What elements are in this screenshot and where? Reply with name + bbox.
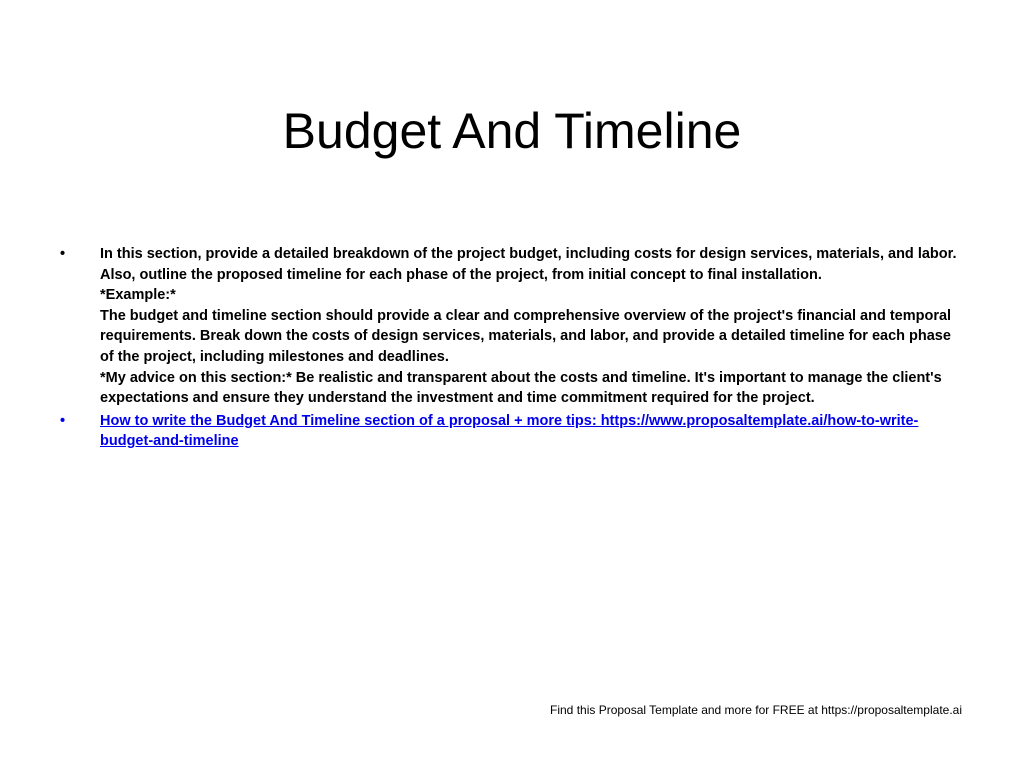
footer-text: Find this Proposal Template and more for FREE at https://proposaltemplate.ai xyxy=(550,703,962,717)
advice-paragraph: *My advice on this section:* Be realistic and transparent about the costs and timeline. It's important to manage the client's expectations and ensure they understand the investment and time commitment required for the project. xyxy=(100,369,942,407)
bullet-list xyxy=(56,244,966,454)
bullet-icon: • xyxy=(60,246,66,262)
intro-paragraph: In this section, provide a detailed breakdown of the project budget, including costs for design services, materials, and labor. Also, outline the proposed timeline for each phase of the project, from initial concept to final installation. xyxy=(100,246,957,283)
list-item xyxy=(56,244,966,409)
slide-title: Budget And Timeline xyxy=(282,102,742,159)
bullet-icon: • xyxy=(60,412,66,429)
list-item-link xyxy=(56,411,966,452)
example-paragraph: The budget and timeline section should provide a clear and comprehensive overview of the project's financial and temporal requirements. Break down the costs of design services, materials, and labor, and provide a detailed timeline for each phase of the project, including milestones and deadlines. xyxy=(100,307,952,365)
tips-link[interactable]: How to write the Budget And Timeline section of a proposal + more tips: https://www.proposaltemplate.ai/how-to-write-budget-and-timeline xyxy=(100,412,919,450)
example-heading: *Example:* xyxy=(100,287,176,304)
